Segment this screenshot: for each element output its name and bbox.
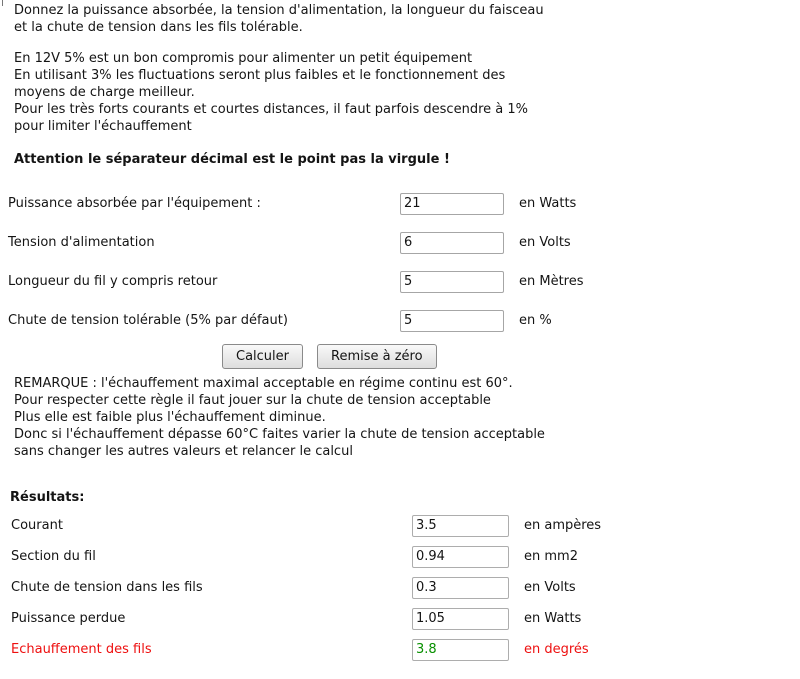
advice-paragraph xyxy=(14,50,800,135)
courant-label: Courant xyxy=(11,518,63,533)
advice-line: En utilisant 3% les fluctuations seront plus faibles et le fonctionnement des xyxy=(14,68,506,83)
puissance-label: Puissance absorbée par l'équipement : xyxy=(8,196,261,211)
remark-line: Donc si l'échauffement dépasse 60°C faites varier la chute de tension acceptable xyxy=(14,427,545,442)
chute-input[interactable] xyxy=(400,310,504,332)
longueur-unit: en Mètres xyxy=(519,274,584,289)
longueur-label: Longueur du fil y compris retour xyxy=(8,274,218,289)
reset-button[interactable]: Remise à zéro xyxy=(317,344,437,369)
form-row-tension xyxy=(8,223,800,262)
input-form xyxy=(8,184,800,340)
section-value-input[interactable] xyxy=(412,546,509,568)
advice-line: Pour les très forts courants et courtes distances, il faut parfois descendre à 1% xyxy=(14,102,528,117)
remark-line: Pour respecter cette règle il faut jouer sur la chute de tension acceptable xyxy=(14,393,491,408)
result-row-courant xyxy=(11,510,800,541)
chute-fils-unit: en Volts xyxy=(524,580,576,595)
intro-line: Donnez la puissance absorbée, la tension d'alimentation, la longueur du faisceau xyxy=(14,3,544,18)
tension-input[interactable] xyxy=(400,232,504,254)
intro-line: et la chute de tension dans les fils tolérable. xyxy=(14,20,303,35)
border-fragment xyxy=(2,0,3,6)
remark-paragraph xyxy=(14,375,800,460)
result-row-section xyxy=(11,541,800,572)
advice-line: moyens de charge meilleur. xyxy=(14,85,195,100)
puissance-perdue-label: Puissance perdue xyxy=(11,611,126,626)
courant-value-input[interactable] xyxy=(412,515,509,537)
puissance-perdue-unit: en Watts xyxy=(524,611,582,626)
form-buttons xyxy=(222,344,800,369)
result-row-puissance-perdue xyxy=(11,603,800,634)
echauffement-label: Echauffement des fils xyxy=(11,642,152,657)
echauffement-unit: en degrés xyxy=(524,642,589,657)
courant-unit: en ampères xyxy=(524,518,602,533)
puissance-input[interactable] xyxy=(400,193,504,215)
puissance-perdue-value-input[interactable] xyxy=(412,608,509,630)
remark-line: sans changer les autres valeurs et relancer le calcul xyxy=(14,444,353,459)
section-unit: en mm2 xyxy=(524,549,578,564)
result-row-echauffement xyxy=(11,634,800,665)
chute-unit: en % xyxy=(519,313,552,328)
form-row-longueur xyxy=(8,262,800,301)
decimal-separator-warning: Attention le séparateur décimal est le point pas la virgule ! xyxy=(14,152,450,167)
form-row-chute xyxy=(8,301,800,340)
form-row-puissance xyxy=(8,184,800,223)
calculate-button[interactable]: Calculer xyxy=(222,344,303,369)
chute-fils-label: Chute de tension dans les fils xyxy=(11,580,203,595)
result-row-chute-fils xyxy=(11,572,800,603)
tension-unit: en Volts xyxy=(519,235,571,250)
section-label: Section du fil xyxy=(11,549,96,564)
remark-line: REMARQUE : l'échauffement maximal acceptable en régime continu est 60°. xyxy=(14,376,513,391)
tension-label: Tension d'alimentation xyxy=(8,235,155,250)
chute-fils-value-input[interactable] xyxy=(412,577,509,599)
chute-label: Chute de tension tolérable (5% par défaut) xyxy=(8,313,288,328)
results-section xyxy=(11,510,800,665)
results-heading: Résultats: xyxy=(10,490,85,505)
puissance-unit: en Watts xyxy=(519,196,577,211)
advice-line: En 12V 5% est un bon compromis pour alimenter un petit équipement xyxy=(14,51,473,66)
advice-line: pour limiter l'échauffement xyxy=(14,119,192,134)
echauffement-value-input[interactable] xyxy=(412,639,509,661)
remark-line: Plus elle est faible plus l'échauffement diminue. xyxy=(14,410,326,425)
intro-paragraph xyxy=(14,2,800,36)
longueur-input[interactable] xyxy=(400,271,504,293)
